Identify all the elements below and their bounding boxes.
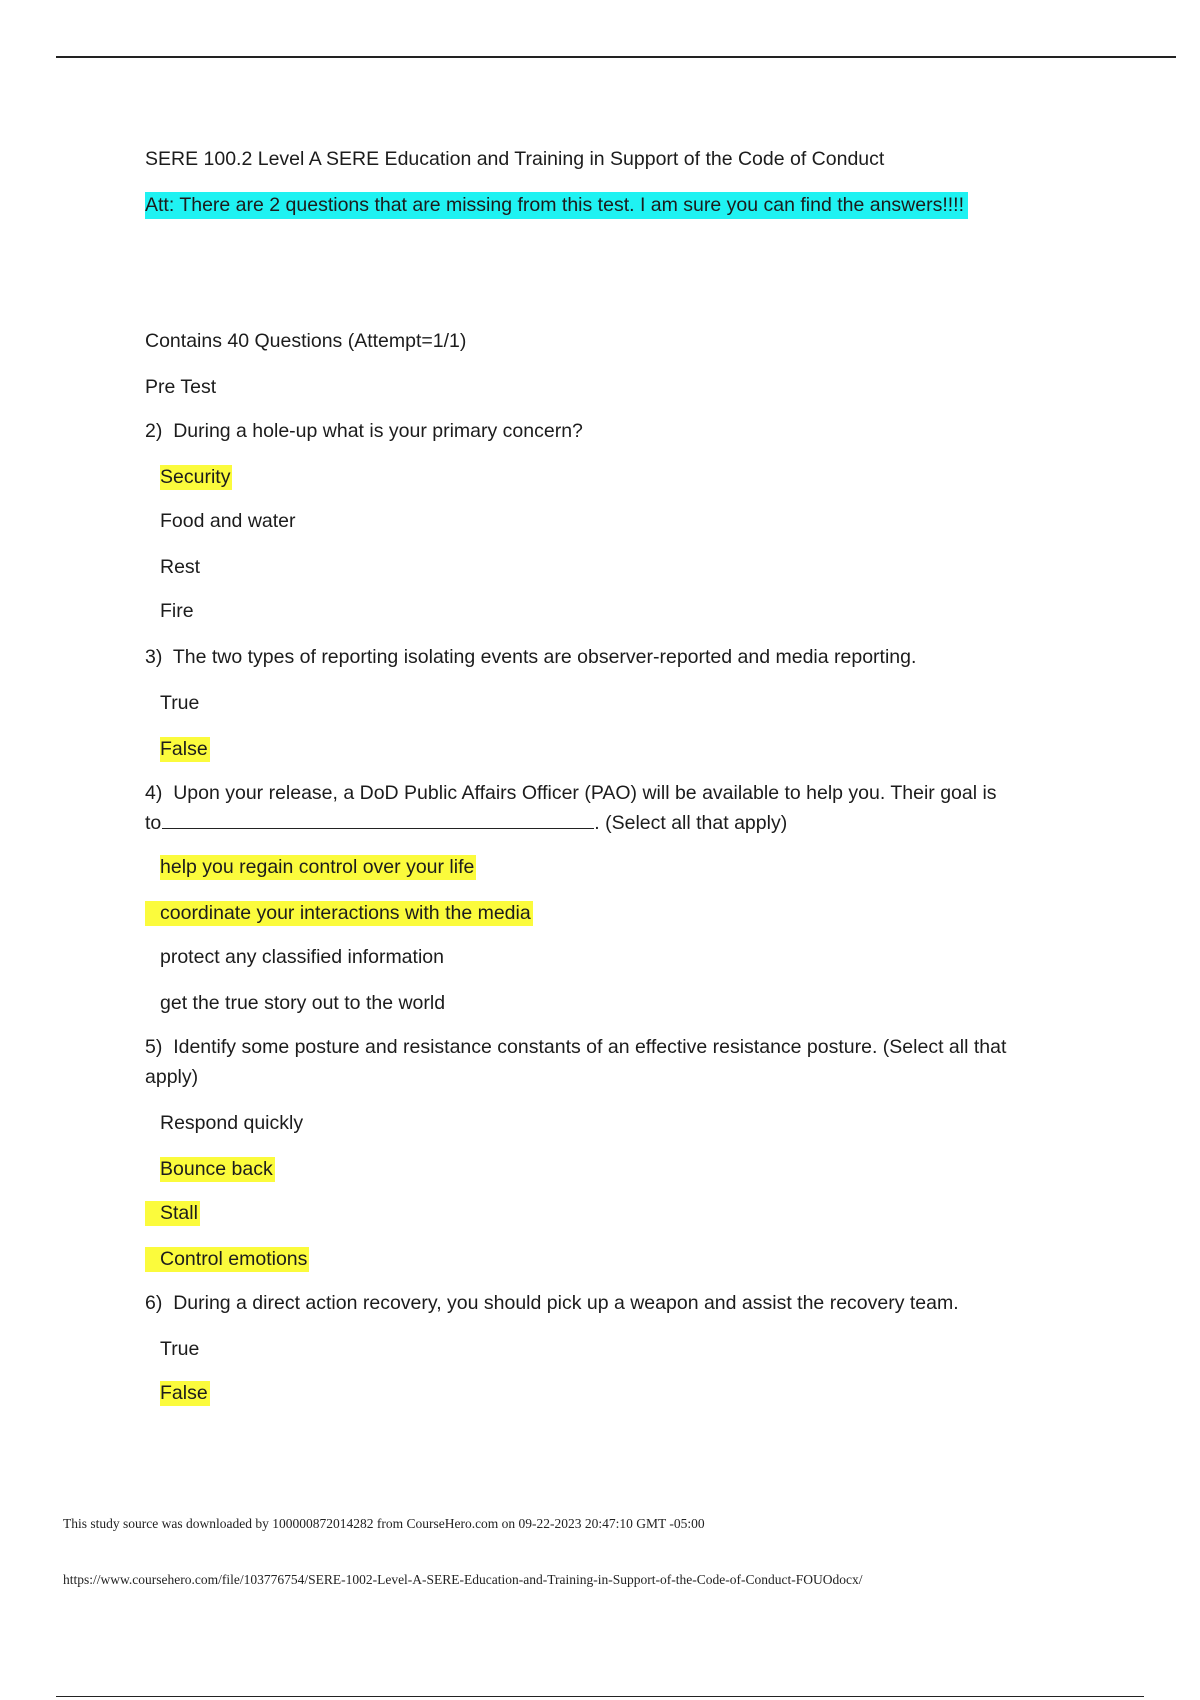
option-label: True	[160, 1338, 200, 1360]
option-label: Respond quickly	[160, 1112, 304, 1134]
question-text-prefix: to	[145, 812, 162, 834]
option-label: Food and water	[160, 510, 296, 532]
top-rule	[56, 56, 1176, 58]
question-text-line1: Identify some posture and resistance constants of an effective resistance posture. (Select all that	[173, 1036, 1007, 1058]
option-label-selected: Control emotions	[145, 1247, 309, 1272]
question-4	[145, 778, 997, 808]
option-label: get the true story out to the world	[160, 992, 446, 1014]
option-label-selected: Stall	[145, 1201, 200, 1226]
question-text: During a direct action recovery, you should pick up a weapon and assist the recovery team.	[173, 1292, 959, 1314]
answer-option	[160, 1108, 303, 1138]
question-number: 4)	[145, 782, 163, 804]
option-label: Fire	[160, 600, 194, 622]
question-5	[145, 1032, 1006, 1062]
answer-option	[160, 596, 194, 626]
question-number: 5)	[145, 1036, 163, 1058]
question-number: 2)	[145, 420, 163, 442]
answer-option	[160, 552, 200, 582]
option-label-selected: Security	[160, 466, 231, 488]
answer-option	[160, 1154, 275, 1184]
attention-note	[145, 190, 968, 220]
document-title: SERE 100.2 Level A SERE Education and Training in Support of the Code of Conduct	[145, 148, 885, 170]
question-text-suffix: . (Select all that apply)	[594, 812, 788, 834]
question-text-line1: Upon your release, a DoD Public Affairs Officer (PAO) will be available to help you. Their goal is	[173, 782, 997, 804]
option-label: Rest	[160, 556, 201, 578]
answer-option	[160, 1334, 199, 1364]
option-label: protect any classified information	[160, 946, 444, 968]
question-number: 3)	[145, 646, 163, 668]
option-label-selected: False	[160, 1382, 208, 1404]
answer-option	[160, 988, 445, 1018]
question-4-continued	[145, 808, 787, 838]
option-label-selected: coordinate your interactions with the media	[145, 901, 533, 926]
question-6	[145, 1288, 959, 1318]
answer-option	[160, 688, 199, 718]
question-5-continued: apply)	[145, 1066, 199, 1088]
answer-option	[160, 506, 296, 536]
option-label-selected: help you regain control over your life	[160, 856, 475, 878]
answer-option	[160, 462, 232, 492]
answer-option	[160, 1244, 309, 1274]
source-url[interactable]: https://www.coursehero.com/file/103776754/SERE-1002-Level-A-SERE-Education-and-Training-in-Support-of-the-Code-of-Conduct-FOUOdocx/	[63, 1572, 863, 1587]
section-heading: Pre Test	[145, 376, 217, 398]
fill-in-blank	[162, 810, 594, 829]
answer-option	[160, 1378, 210, 1408]
download-note: This study source was downloaded by 100000872014282 from CourseHero.com on 09-22-2023 20:47:10 GMT -05:00	[63, 1516, 705, 1531]
question-number: 6)	[145, 1292, 163, 1314]
option-label-selected: Bounce back	[160, 1158, 273, 1180]
question-text: The two types of reporting isolating events are observer-reported and media reporting.	[172, 646, 917, 668]
question-text: During a hole-up what is your primary concern?	[173, 420, 583, 442]
attention-text: Att: There are 2 questions that are missing from this test. I am sure you can find the answers!!!!	[145, 192, 968, 219]
answer-option	[160, 942, 444, 972]
question-2	[145, 416, 583, 446]
answer-option	[160, 734, 210, 764]
answer-option	[160, 1198, 200, 1228]
answer-option	[160, 852, 476, 882]
bottom-rule	[56, 1696, 1144, 1697]
question-3	[145, 642, 916, 672]
answer-option	[160, 898, 533, 928]
option-label: True	[160, 692, 200, 714]
option-label-selected: False	[160, 738, 208, 760]
question-count: Contains 40 Questions (Attempt=1/1)	[145, 330, 467, 352]
